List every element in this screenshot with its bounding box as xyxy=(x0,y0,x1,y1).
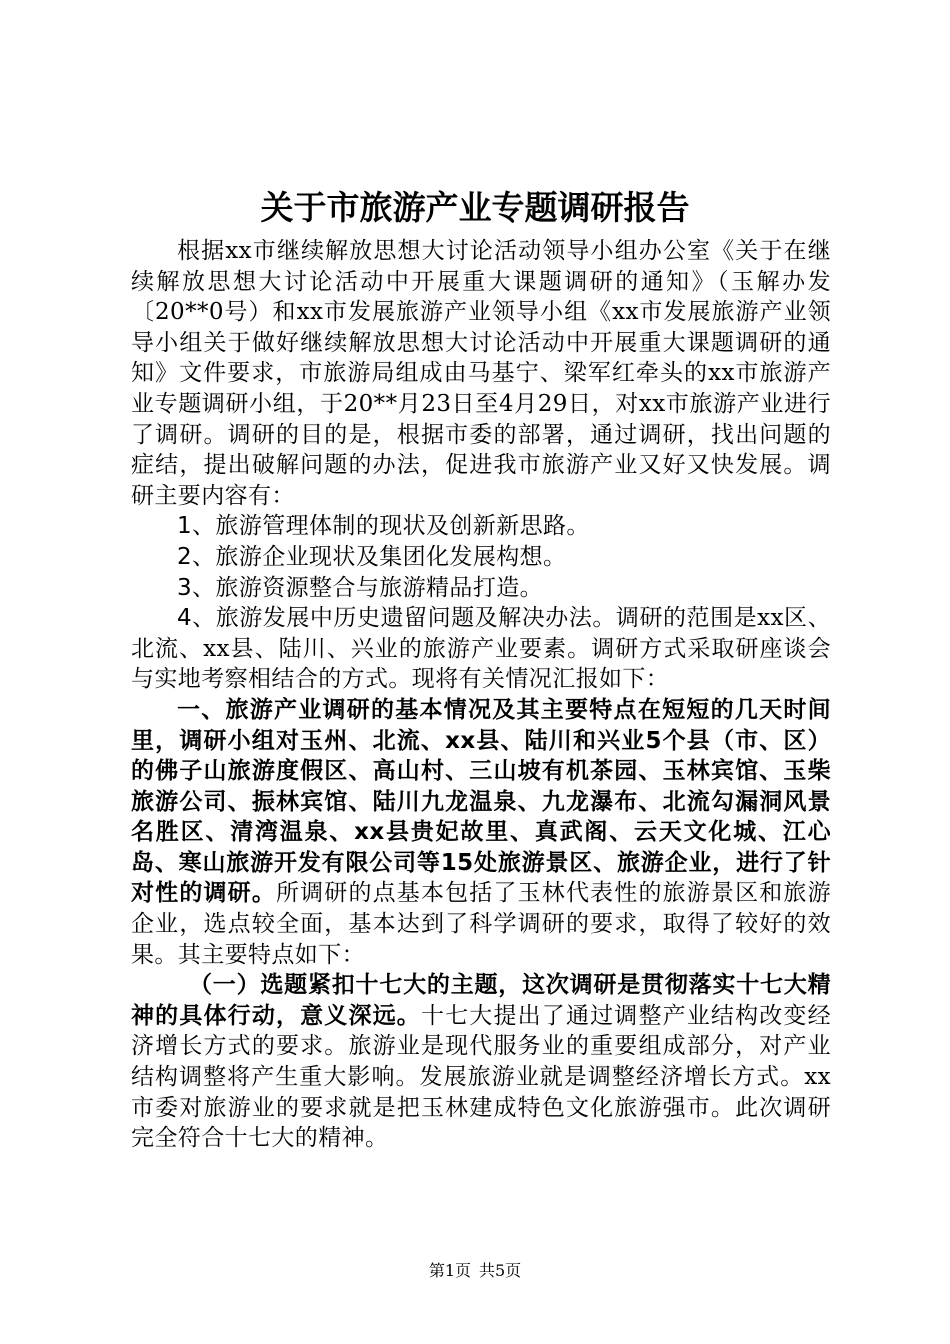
document-title: 关于市旅游产业专题调研报告 xyxy=(260,188,690,227)
page-total: 共5页 xyxy=(479,1261,522,1280)
section-1-paragraph xyxy=(131,695,831,970)
list-item-4 xyxy=(131,603,831,695)
list-item-4-text: 调研的范围是xx区、北流、xx县、陆川、兴业的旅游产业要素。调研方式采取研座谈会与实地考察相结合的方式。现将有关情况汇报如下： xyxy=(131,605,831,693)
list-item-1: 1、旅游管理体制的现状及创新新思路。 xyxy=(177,513,590,540)
subsection-1-heading: （一）选题紧扣十七大的主题，这次调研是贯彻落实十七大精神的具体行动，意义深远。 xyxy=(131,972,831,1029)
document-body xyxy=(131,236,831,1154)
section-1-heading: 一、旅游产业调研的基本情况及其主要特点在短短的几天时间里，调研小组对玉州、北流、xx县、陆川和兴业5个县（市、区）的佛子山旅游度假区、高山村、三山坡有机茶园、玉林宾馆、玉柴旅游公司、振林宾馆、陆川九龙温泉、九龙瀑布、北流勾漏洞风景名胜区、清湾温泉、xx县贵妃故里、真武阁、云天文化城、江心岛、寒山旅游开发有限公司等15处旅游景区、旅游企业，进行了针对性的调研。 xyxy=(131,696,831,907)
page-number: 第1页 xyxy=(428,1261,471,1280)
page-footer xyxy=(0,1261,950,1281)
list-item-4-heading: 4、旅游发展中历史遗留问题及解决办法。 xyxy=(177,605,616,632)
subsection-1-paragraph xyxy=(131,970,831,1154)
subsection-1-text: 十七大提出了通过调整产业结构改变经济增长方式的要求。旅游业是现代服务业的重要组成部分，对产业结构调整将产生重大影响。发展旅游业就是调整经济增长方式。xx市委对旅游业的要求就是把玉林建成特色文化旅游强市。此次调研完全符合十七大的精神。 xyxy=(131,1002,831,1152)
section-1-text: 所调研的点基本包括了玉林代表性的旅游景区和旅游企业，选点较全面，基本达到了科学调研的要求，取得了较好的效果。其主要特点如下： xyxy=(131,880,831,968)
list-item-2: 2、旅游企业现状及集团化发展构想。 xyxy=(177,543,567,570)
list-item-3: 3、旅游资源整合与旅游精品打造。 xyxy=(177,574,544,601)
intro-paragraph: 根据xx市继续解放思想大讨论活动领导小组办公室《关于在继续解放思想大讨论活动中开展重大课题调研的通知》（玉解办发〔20**0号）和xx市发展旅游产业领导小组《xx市发展旅游产业领导小组关于做好继续解放思想大讨论活动中开展重大课题调研的通知》文件要求，市旅游局组成由马基宁、梁军红牵头的xx市旅游产业专题调研小组，于20**月23日至4月29日，对xx市旅游产业进行了调研。调研的目的是，根据市委的部署，通过调研，找出问题的症结，提出破解问题的办法，促进我市旅游产业又好又快发展。调研主要内容有： xyxy=(131,238,831,509)
